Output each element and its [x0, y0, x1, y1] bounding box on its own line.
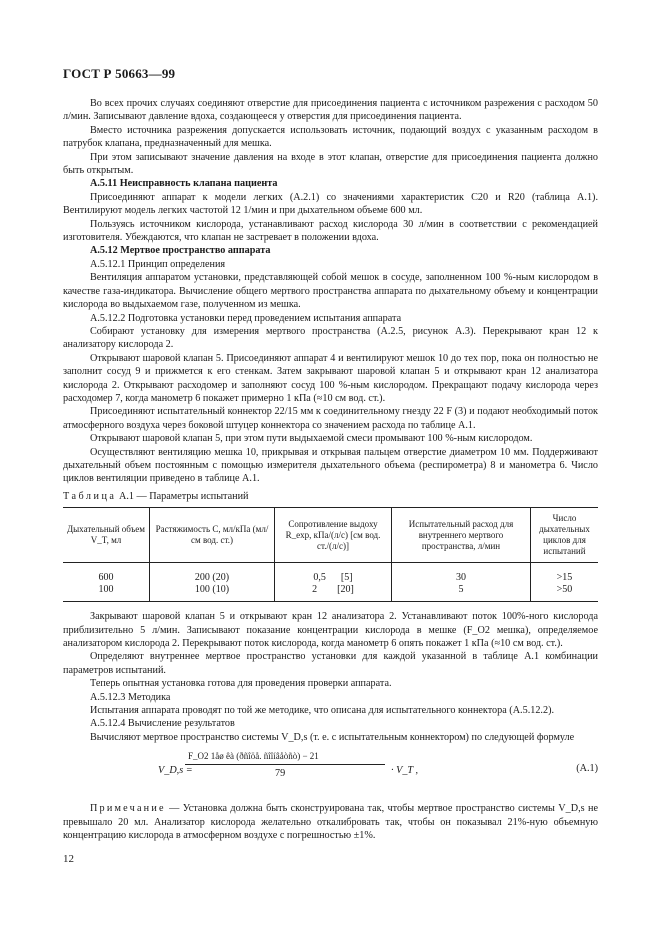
paragraph: Испытания аппарата проводят по той же методике, что описана для испытательного коннектора (А.5.12.2).	[90, 705, 555, 717]
paragraph: Вычисляют мертвое пространство системы V_D,s (т. е. с испытательным коннектором) по следующей формуле	[90, 731, 575, 743]
paragraph: Присоединяют испытательный коннектор 22/15 мм к соединительному гнезду 22 F (3) и подают необходимый поток атмосферного воздуха через боковой штуцер коннектора со значением расхода по таблице А.1.	[63, 406, 598, 431]
note-text: — Установка должна быть сконструирована так, чтобы мертвое пространство системы V_D,s не превышало 20 мл. Анализатор кислорода желательно откалибровать так, чтобы он показывал 21%-ную объемную концентрацию кислорода в атмосферном воздухе с погрешностью ±1%.	[63, 803, 598, 842]
table-row	[63, 584, 598, 602]
paragraph: Закрывают шаровой клапан 5 и открывают кран 12 анализатора 2. Устанавливают поток 100%-ного кислорода приблизительно 5 л/мин. Записывают показание концентрации кислорода в мешке (F_O2 мешка), определяемое анализатором кислорода 2. Перекрывают поток кислорода, когда манометр 6 опять покажет 1 кПа (≈10 см вод. ст.).	[63, 611, 598, 649]
table-cell: 0,5 [5]	[275, 572, 392, 584]
paragraph: Осуществляют вентиляцию мешка 10, прикрывая и открывая пальцем отверстие диаметром 10 мм. Поддерживают дыхательный объем постоянным с помощью измерителя дыхательного объема (респирометра) 8 и манометра 6. Число циклов вентиляции приведено в таблице А.1.	[63, 446, 598, 485]
paragraph: Открывают шаровой клапан 5, при этом пути выдыхаемой смеси промывают 100 %-ным кислородом.	[90, 433, 533, 445]
document-code-header: ГОСТ Р 50663—99	[63, 66, 176, 81]
table-header-row	[63, 508, 598, 563]
document-body	[63, 97, 598, 842]
column-header: Растяжимость С, мл/кПа (мл/см вод. ст.)	[150, 508, 275, 563]
subsection-heading: A.5.12.3 Методика	[90, 691, 171, 703]
table-cell: 100 (10)	[150, 584, 275, 602]
paragraph: Теперь опытная установка готова для проведения проверки аппарата.	[90, 678, 392, 690]
subsection-heading: A.5.12.4 Вычисление результатов	[90, 718, 235, 730]
paragraph: Открывают шаровой клапан 5. Присоединяют аппарат 4 и вентилируют мешок 10 до тех пор, пока он полностью не заполнит сосуд 9 и прижмется к его стенкам. Затем закрывают шаровой клапан 5 и открывают кран 12 анализатора кислорода 2. Открывают расходомер и заполняют сосуд 100 %-ным кислородом. Прекращают подачу кислорода через расходомер 7, когда манометр 6 покажет примерно 1 кПа (≈10 см вод. ст.).	[63, 352, 598, 404]
formula-denominator: 79	[275, 768, 286, 780]
page-number: 12	[63, 853, 74, 865]
section-heading: A.5.11 Неисправность клапана пациента	[90, 178, 278, 190]
section-heading: A.5.12 Мертвое пространство аппарата	[90, 245, 271, 257]
subsection-heading: A.5.12.2 Подготовка установки перед проведением испытания аппарата	[90, 312, 402, 324]
table-cell: 2 [20]	[275, 584, 392, 602]
paragraph: Определяют внутреннее мертвое пространство установки для каждой указанной в таблице А.1 комбинации параметров испытаний.	[63, 651, 598, 676]
table-cell: 100	[63, 584, 150, 602]
parameters-table	[63, 507, 598, 602]
paragraph: Пользуясь источником кислорода, устанавливают расход кислорода 30 л/мин в соответствии с рекомендацией изготовителя. Убеждаются, что клапан не застревает в положении вдоха.	[63, 218, 598, 244]
table-cell: >15	[531, 572, 599, 584]
table-cell: 600	[98, 572, 114, 584]
table-cell: 5	[392, 584, 531, 602]
formula-lhs: V_D,s =	[158, 765, 193, 777]
formula-rhs: · V_T ,	[391, 765, 418, 777]
formula-number: (А.1)	[576, 763, 598, 775]
column-header: Сопротивление выдоху R_exp, кПа/(л/с) [см вод. ст./(л/с)]	[275, 508, 392, 563]
formula-a1	[63, 750, 598, 794]
table-cell: 200 (20)	[150, 572, 275, 584]
subsection-heading: A.5.12.1 Принцип определения	[90, 258, 226, 270]
paragraph: При этом записывают значение давления на входе в этот клапан, отверстие для присоединения пациента должно быть открытым.	[63, 151, 598, 177]
paragraph: Вентиляция аппаратом установки, представляющей собой мешок в сосуде, заполненном 100 %-ным кислородом в качестве газа-индикатора. Вычисление общего мертвого пространства аппарата по дыхательному объему и концентрации кислорода во выдыхаемом газе, полученном из мешка.	[63, 272, 598, 311]
table-caption-text: А.1 — Параметры испытаний	[116, 490, 249, 502]
fraction-bar	[185, 764, 385, 765]
note-paragraph	[63, 802, 598, 842]
paragraph: Присоединяют аппарат к модели легких (А.2.1) со значениями характеристик С20 и R20 (таблица А.1). Вентилируют модель легких частотой 12 1/мин и при дыхательном объеме 600 мл.	[63, 191, 598, 217]
formula-numerator: F_O2 1åø êà (ðñîöå. ñîîíâåòñò) − 21	[188, 751, 319, 762]
column-header: Испытательный расход для внутреннего мертвого пространства, л/мин	[392, 508, 531, 563]
table-caption	[63, 490, 598, 503]
paragraph: Во всех прочих случаях соединяют отверстие для присоединения пациента с источником разрежения с расходом 50 л/мин. Записывают давление вдоха, создающееся у отверстия для присоединения пациента.	[63, 98, 598, 123]
table-caption-label: Таблица	[63, 490, 117, 502]
paragraph: Вместо источника разрежения допускается использовать источник, подающий воздух с указанным расходом в патрубок клапана, предназначенный для мешка.	[63, 124, 598, 150]
column-header: Число дыхательных циклов для испытаний	[531, 508, 599, 563]
table-cell: 30	[392, 572, 531, 584]
column-header: Дыхательный объем V_T, мл	[63, 508, 150, 563]
paragraph: Собирают установку для измерения мертвого пространства (А.2.5, рисунок А.3). Перекрывают кран 12 к анализатору кислорода 2.	[63, 325, 598, 351]
table-cell: >50	[531, 584, 599, 602]
table-row	[63, 572, 598, 584]
note-label: Примечание	[90, 803, 166, 815]
